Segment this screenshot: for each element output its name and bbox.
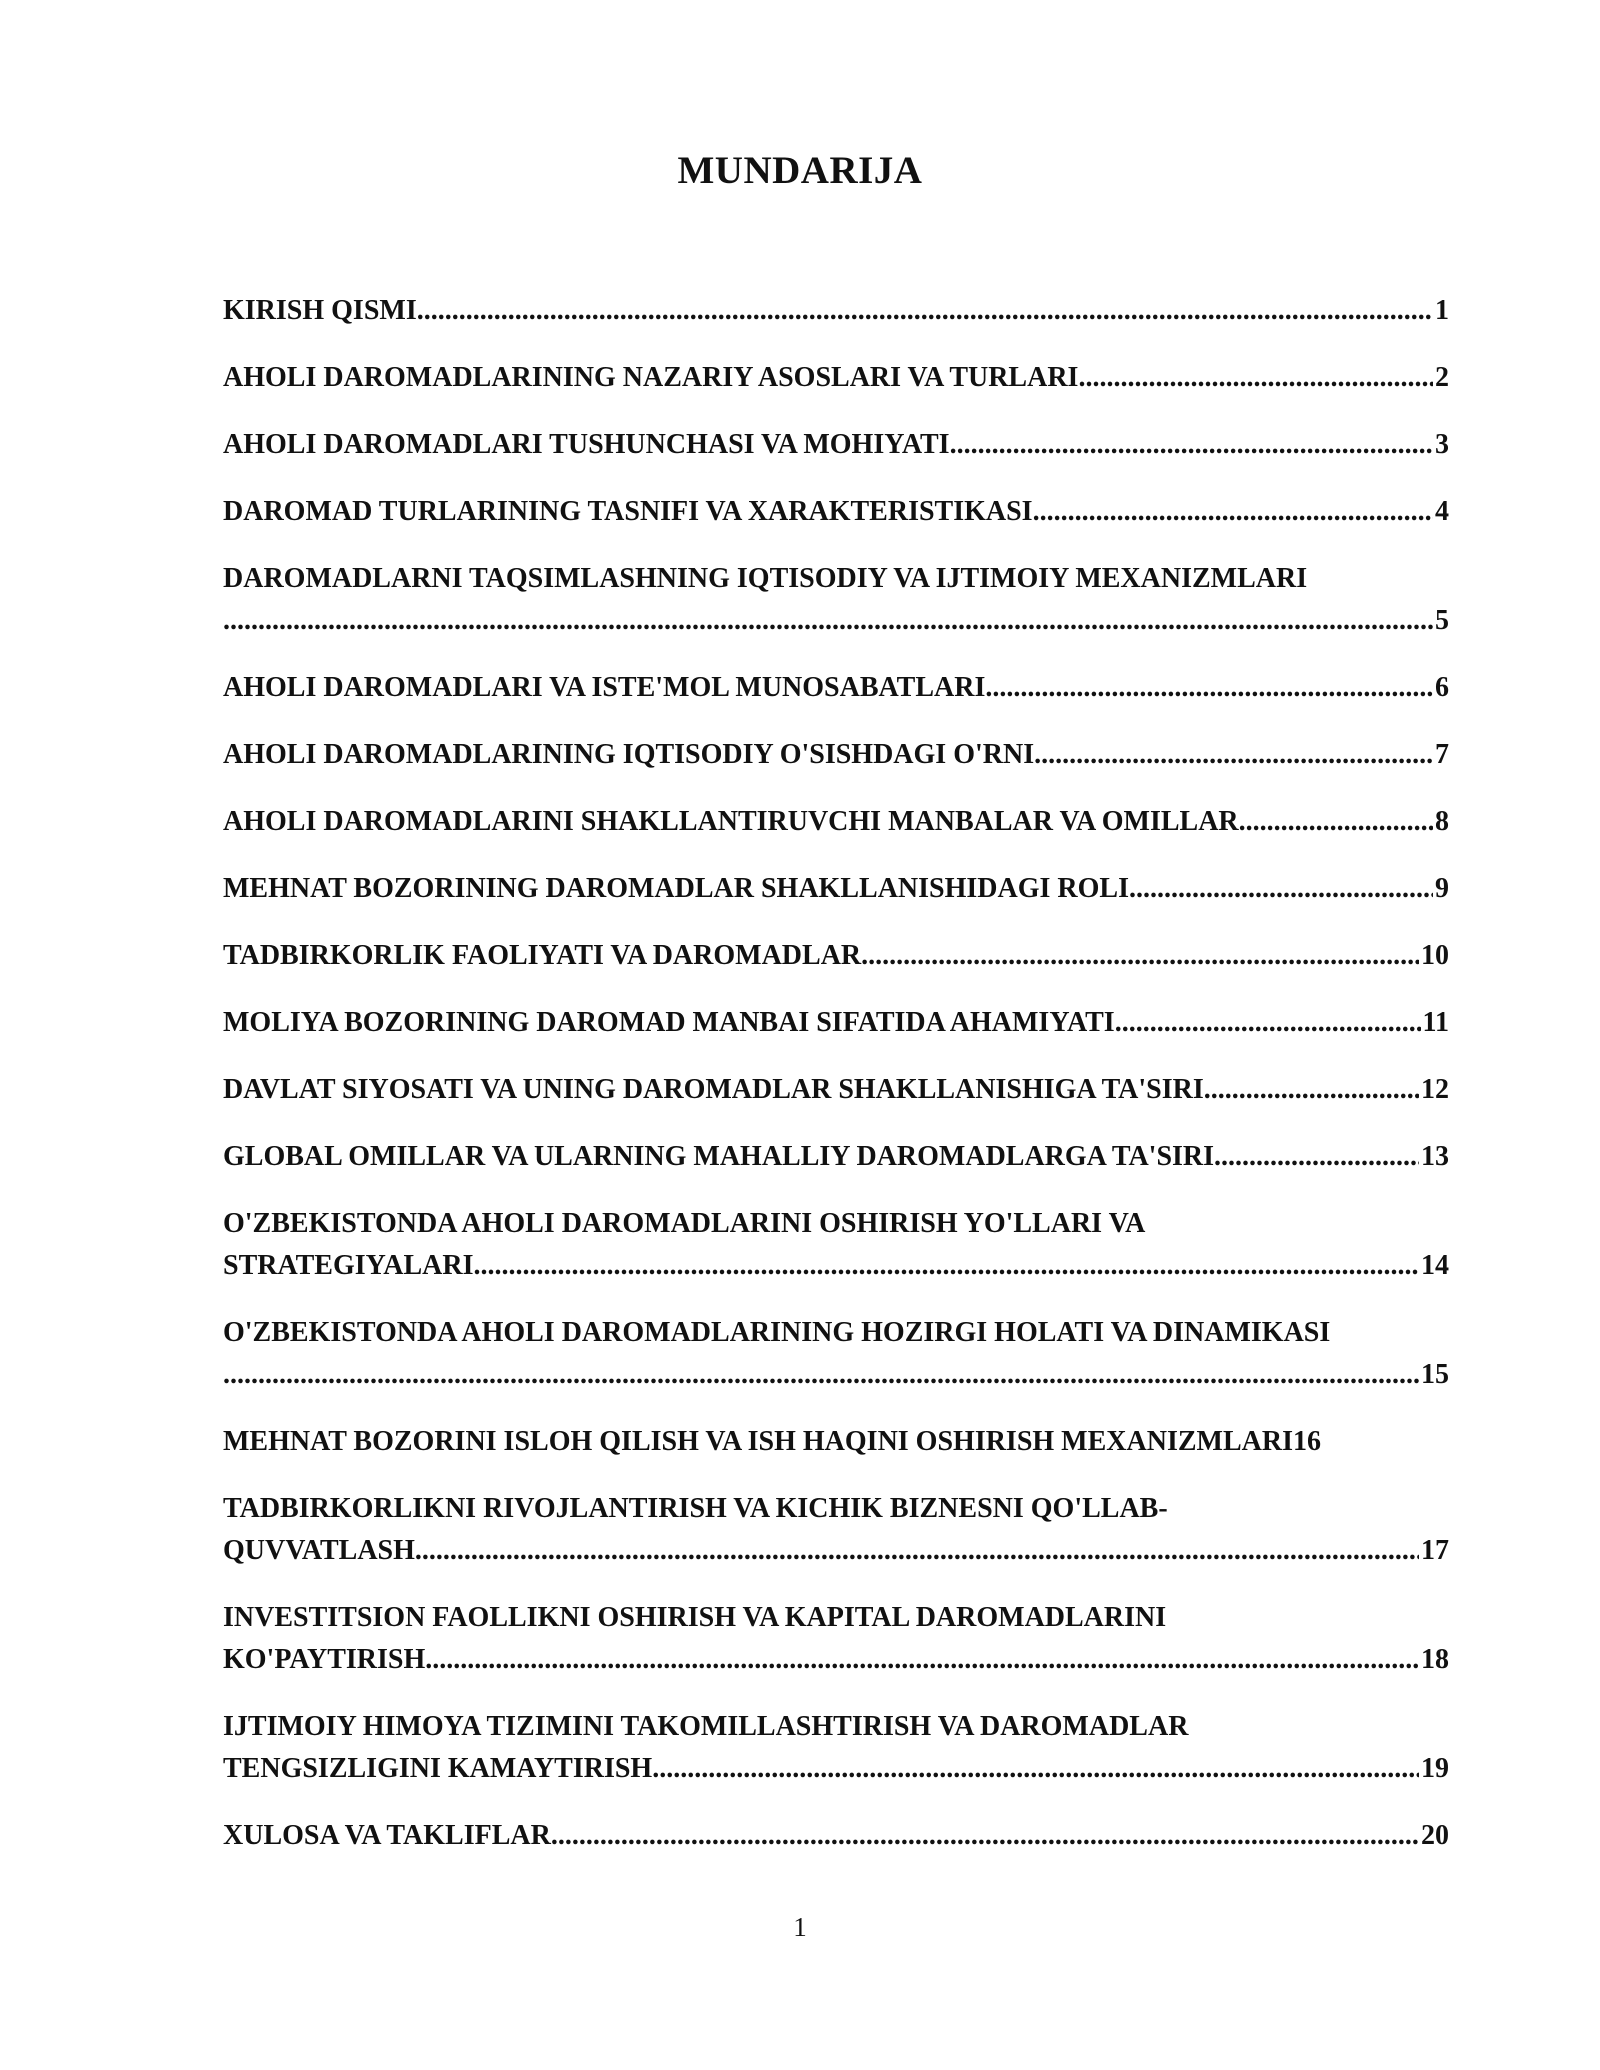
toc-entry[interactable] [223,290,1449,332]
toc-entry[interactable] [223,491,1449,533]
toc-page-number: 12 [1421,1074,1449,1105]
toc-page-number: 5 [1435,605,1449,636]
toc-entry-text-line1: INVESTITSION FAOLLIKNI OSHIRISH VA KAPITAL DAROMADLARINI [223,1602,1167,1633]
toc-page-number: 19 [1421,1753,1449,1784]
toc-entry-text-line1: TADBIRKORLIKNI RIVOJLANTIRISH VA KICHIK BIZNESNI QO'LLAB- [223,1493,1168,1524]
toc-entry-text-line1: O'ZBEKISTONDA AHOLI DAROMADLARINI OSHIRISH YO'LLARI VA [223,1208,1146,1239]
toc-entry-text: STRATEGIYALARI [223,1250,474,1281]
toc-entry[interactable] [223,935,1449,977]
toc-entry[interactable] [223,667,1449,709]
toc-leader-dots [1115,1002,1421,1044]
toc-entry[interactable] [223,1706,1449,1790]
toc-leader-dots [1034,734,1433,776]
toc-leader-dots [1204,1069,1419,1111]
toc-entry-text: DAVLAT SIYOSATI VA UNING DAROMADLAR SHAKLLANISHIGA TA'SIRI [223,1074,1204,1105]
toc-entry[interactable] [223,1488,1449,1572]
toc-leader-dots [1033,491,1433,533]
toc-page-number: 15 [1421,1359,1449,1390]
toc-entry[interactable] [223,357,1449,399]
toc-entry-text: TENGSIZLIGINI KAMAYTIRISH [223,1753,653,1784]
toc-leader-dots [474,1245,1419,1287]
toc-entry-text: QUVVATLASH [223,1535,415,1566]
toc-leader-dots [861,935,1419,977]
toc-entry[interactable] [223,1069,1449,1111]
table-of-contents [223,290,1449,1882]
toc-entry-text: AHOLI DAROMADLARI TUSHUNCHASI VA MOHIYATI [223,429,950,460]
toc-page-number: 16 [1292,1426,1321,1457]
toc-entry-text: TADBIRKORLIK FAOLIYATI VA DAROMADLAR [223,940,862,971]
toc-entry-text: GLOBAL OMILLAR VA ULARNING MAHALLIY DAROMADLARGA TA'SIRI [223,1141,1215,1172]
toc-entry[interactable] [223,424,1449,466]
toc-entry-text: AHOLI DAROMADLARINI SHAKLLANTIRUVCHI MANBALAR VA OMILLAR [223,806,1239,837]
toc-leader-dots [223,600,1433,642]
toc-page-number: 14 [1421,1250,1449,1281]
toc-entry[interactable] [223,734,1449,776]
toc-page-number: 17 [1421,1535,1449,1566]
toc-leader-dots [415,1530,1419,1572]
toc-leader-dots [417,290,1433,332]
toc-page-number: 3 [1435,429,1449,460]
toc-entry-text-line1: IJTIMOIY HIMOYA TIZIMINI TAKOMILLASHTIRISH VA DAROMADLAR [223,1711,1189,1742]
toc-entry-text: MOLIYA BOZORINING DAROMAD MANBAI SIFATIDA AHAMIYATI [223,1007,1115,1038]
toc-page-number: 20 [1421,1820,1449,1851]
toc-leader-dots [1239,801,1433,843]
toc-entry[interactable] [223,1815,1449,1857]
toc-page-number: 18 [1421,1644,1449,1675]
toc-entry-text-line1: O'ZBEKISTONDA AHOLI DAROMADLARINING HOZIRGI HOLATI VA DINAMIKASI [223,1317,1331,1348]
toc-entry-text: KO'PAYTIRISH [223,1644,426,1675]
toc-page-number: 4 [1435,496,1449,527]
page-number-footer: 1 [793,1912,807,1942]
toc-leader-dots [1214,1136,1419,1178]
toc-page-number: 9 [1435,873,1449,904]
toc-entry[interactable] [223,1597,1449,1681]
toc-entry-text: XULOSA VA TAKLIFLAR [223,1820,551,1851]
toc-entry-text: AHOLI DAROMADLARINING IQTISODIY O'SISHDAGI O'RNI [223,739,1035,770]
toc-leader-dots [985,667,1433,709]
toc-page-number: 11 [1422,1007,1449,1038]
toc-entry[interactable] [223,558,1449,642]
toc-page-number: 1 [1435,295,1449,326]
toc-leader-dots [425,1639,1419,1681]
toc-page-number: 8 [1435,806,1449,837]
toc-entry[interactable] [223,868,1449,910]
toc-entry-text: MEHNAT BOZORINI ISLOH QILISH VA ISH HAQINI OSHIRISH MEXANIZMLARI [223,1426,1293,1457]
toc-leader-dots [1129,868,1433,910]
toc-leader-dots [950,424,1433,466]
toc-entry-text: MEHNAT BOZORINING DAROMADLAR SHAKLLANISHIDAGI ROLI [223,873,1129,904]
toc-entry-text: AHOLI DAROMADLARINING NAZARIY ASOSLARI VA TURLARI [223,362,1079,393]
toc-leader-dots [652,1748,1419,1790]
toc-entry[interactable] [223,801,1449,843]
toc-entry-text-line1: DAROMADLARNI TAQSIMLASHNING IQTISODIY VA IJTIMOIY MEXANIZMLARI [223,563,1308,594]
toc-leader-dots [1078,357,1433,399]
toc-leader-dots [223,1354,1419,1396]
toc-entry-text: DAROMAD TURLARINING TASNIFI VA XARAKTERISTIKASI [223,496,1033,527]
toc-page-number: 10 [1421,940,1449,971]
toc-page-number: 6 [1435,672,1449,703]
toc-page-number: 7 [1435,739,1449,770]
toc-page-number: 13 [1421,1141,1449,1172]
toc-entry[interactable] [223,1002,1449,1044]
toc-entry[interactable] [223,1203,1449,1287]
toc-leader-dots [551,1815,1419,1857]
toc-entry-text: KIRISH QISMI [223,295,417,326]
toc-entry-text: AHOLI DAROMADLARI VA ISTE'MOL MUNOSABATLARI [223,672,986,703]
toc-page-number: 2 [1435,362,1449,393]
toc-entry[interactable] [223,1312,1449,1396]
toc-entry[interactable] [223,1421,1449,1463]
toc-entry[interactable] [223,1136,1449,1178]
toc-title: MUNDARIJA [677,149,923,192]
